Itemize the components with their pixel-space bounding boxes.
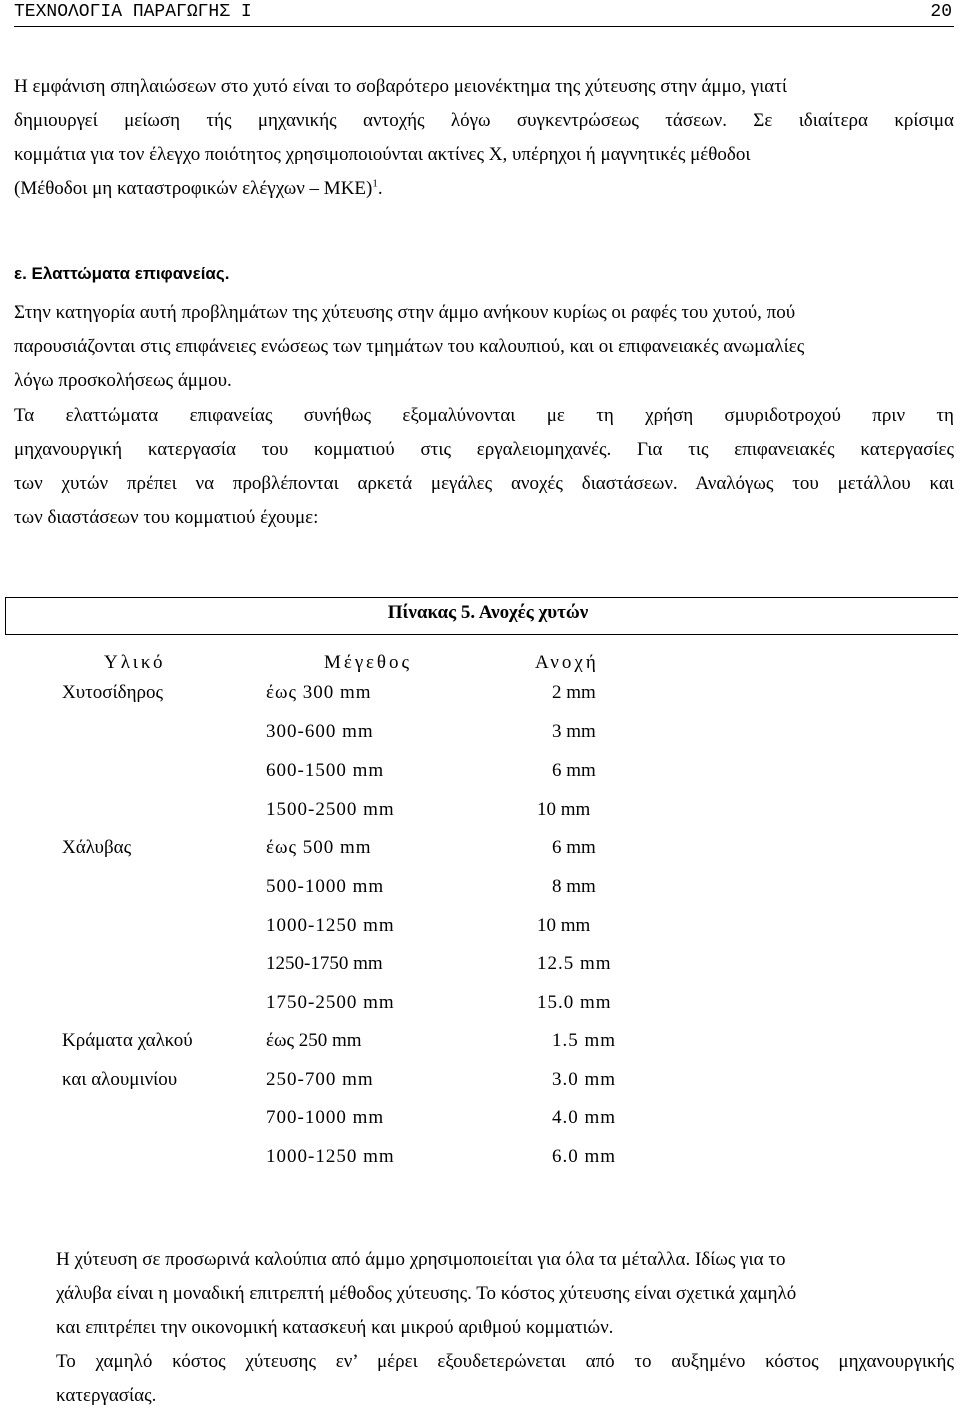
para-line: λόγω προσκολήσεως άμμου. xyxy=(14,370,232,391)
tolerance-cell: 6.0 mm xyxy=(552,1146,617,1167)
size-cell: 1500-2500 mm xyxy=(266,799,395,820)
para-line: Τα ελαττώματα επιφανείας συνήθως εξομαλύνονται με τη χρήση σμυριδοτροχού πριν τη xyxy=(14,405,954,426)
column-header-material: Υλικό xyxy=(104,652,166,673)
tolerance-cell: 3.0 mm xyxy=(552,1069,617,1090)
intro-last-text: (Μέθοδοι μη καταστροφικών ελέγχων – ΜΚΕ) xyxy=(14,178,373,199)
footnote-ref: 1 xyxy=(372,177,378,190)
para-line: και επιτρέπει την οικονομική κατασκευή και μικρού αριθμού κομματιών. xyxy=(56,1317,614,1338)
table-title: Πίνακας 5. Ανοχές χυτών xyxy=(387,602,589,623)
closing-paragraph-2 xyxy=(14,1345,954,1413)
para-line: παρουσιάζονται στις επιφάνειες ενώσεως των τμημάτων του καλουπιού, και οι επιφανειακές ανωμαλίες xyxy=(14,336,805,357)
intro-line xyxy=(14,172,954,206)
size-cell: 600-1500 mm xyxy=(266,760,385,781)
tolerance-cell: 10 mm xyxy=(537,915,591,936)
tolerance-cell: 6 mm xyxy=(552,760,596,781)
tolerance-cell: 4.0 mm xyxy=(552,1107,617,1128)
closing-paragraph-1 xyxy=(14,1243,954,1345)
size-cell: 250-700 mm xyxy=(266,1069,374,1090)
para-line: των χυτών πρέπει να προβλέπονται αρκετά μεγάλες ανοχές διαστάσεων. Αναλόγως του μετάλλου και xyxy=(14,473,954,494)
tolerance-cell: 10 mm xyxy=(537,799,591,820)
tolerance-cell: 1.5 mm xyxy=(552,1030,617,1051)
section-paragraph-2 xyxy=(14,399,954,535)
size-cell: 500-1000 mm xyxy=(266,876,385,897)
size-cell: 1250-1750 mm xyxy=(266,953,383,974)
intro-paragraph xyxy=(14,70,954,206)
para-line: των διαστάσεων του κομματιού έχουμε: xyxy=(14,507,319,528)
page-number: 20 xyxy=(930,2,952,22)
para-line: Το χαμηλό κόστος χύτευσης εν’ μέρει εξουδετερώνεται από το αυξημένο κόστος μηχανουργικής xyxy=(56,1351,954,1372)
tolerance-cell: 6 mm xyxy=(552,837,596,858)
intro-line: κομμάτια για τον έλεγχο ποιότητος χρησιμοποιούνται ακτίνες Χ, υπέρηχοι ή μαγνητικές μέθοδοι xyxy=(14,144,751,165)
header-title: ΤΕΧΝΟΛΟΓΙΑ ΠΑΡΑΓΩΓΗΣ Ι xyxy=(14,2,252,22)
column-header-tolerance: Ανοχή xyxy=(535,652,599,673)
size-cell: 300-600 mm xyxy=(266,721,374,742)
size-cell: 700-1000 mm xyxy=(266,1107,385,1128)
intro-line: Η εμφάνιση σπηλαιώσεων στο χυτό είναι το σοβαρότερο μειονέκτημα της χύτευσης στην άμμο, γιατί xyxy=(14,76,787,97)
intro-last-end: . xyxy=(377,178,383,199)
tolerance-cell: 8 mm xyxy=(552,876,596,897)
size-cell: έως 250 mm xyxy=(266,1030,362,1051)
tolerance-cell: 2 mm xyxy=(552,682,596,703)
para-line: μηχανουργική κατεργασία του κομματιού στις εργαλειομηχανές. Για τις επιφανειακές κατεργασίες xyxy=(14,439,954,460)
table-title-box xyxy=(5,597,958,635)
size-cell: 1750-2500 mm xyxy=(266,992,395,1013)
tolerance-cell: 15.0 mm xyxy=(537,992,612,1013)
size-cell: 1000-1250 mm xyxy=(266,1146,395,1167)
tolerance-cell: 3 mm xyxy=(552,721,596,742)
size-cell: 1000-1250 mm xyxy=(266,915,395,936)
tolerance-cell: 12.5 mm xyxy=(537,953,612,974)
para-line: κατεργασίας. xyxy=(56,1385,157,1406)
material-cell: Χυτοσίδηρος xyxy=(62,682,164,703)
column-header-size: Μέγεθος xyxy=(324,652,413,673)
para-line: χάλυβα είναι η μοναδική επιτρεπτή μέθοδος χύτευσης. Το κόστος χύτευσης είναι σχετικά χαμηλό xyxy=(56,1283,797,1304)
section-heading: ε. Ελαττώματα επιφανείας. xyxy=(14,264,230,283)
size-cell: έως 300 mm xyxy=(266,682,372,703)
para-line: Στην κατηγορία αυτή προβλημάτων της χύτευσης στην άμμο ανήκουν κυρίως οι ραφές του χυτού, πού xyxy=(14,302,796,323)
size-cell: έως 500 mm xyxy=(266,837,372,858)
section-paragraph-1 xyxy=(14,296,954,398)
para-line: Η χύτευση σε προσωρινά καλούπια από άμμο χρησιμοποιείται για όλα τα μέταλλα. Ιδίως για το xyxy=(56,1249,786,1270)
material-cell: και αλουμινίου xyxy=(62,1069,178,1090)
intro-line: δημιουργεί μείωση τής μηχανικής αντοχής λόγω συγκεντρώσεως τάσεων. Σε ιδιαίτερα κρίσιμα xyxy=(14,110,954,131)
page-header xyxy=(14,0,954,27)
material-cell: Κράματα χαλκού xyxy=(62,1030,193,1051)
material-cell: Χάλυβας xyxy=(62,837,132,858)
